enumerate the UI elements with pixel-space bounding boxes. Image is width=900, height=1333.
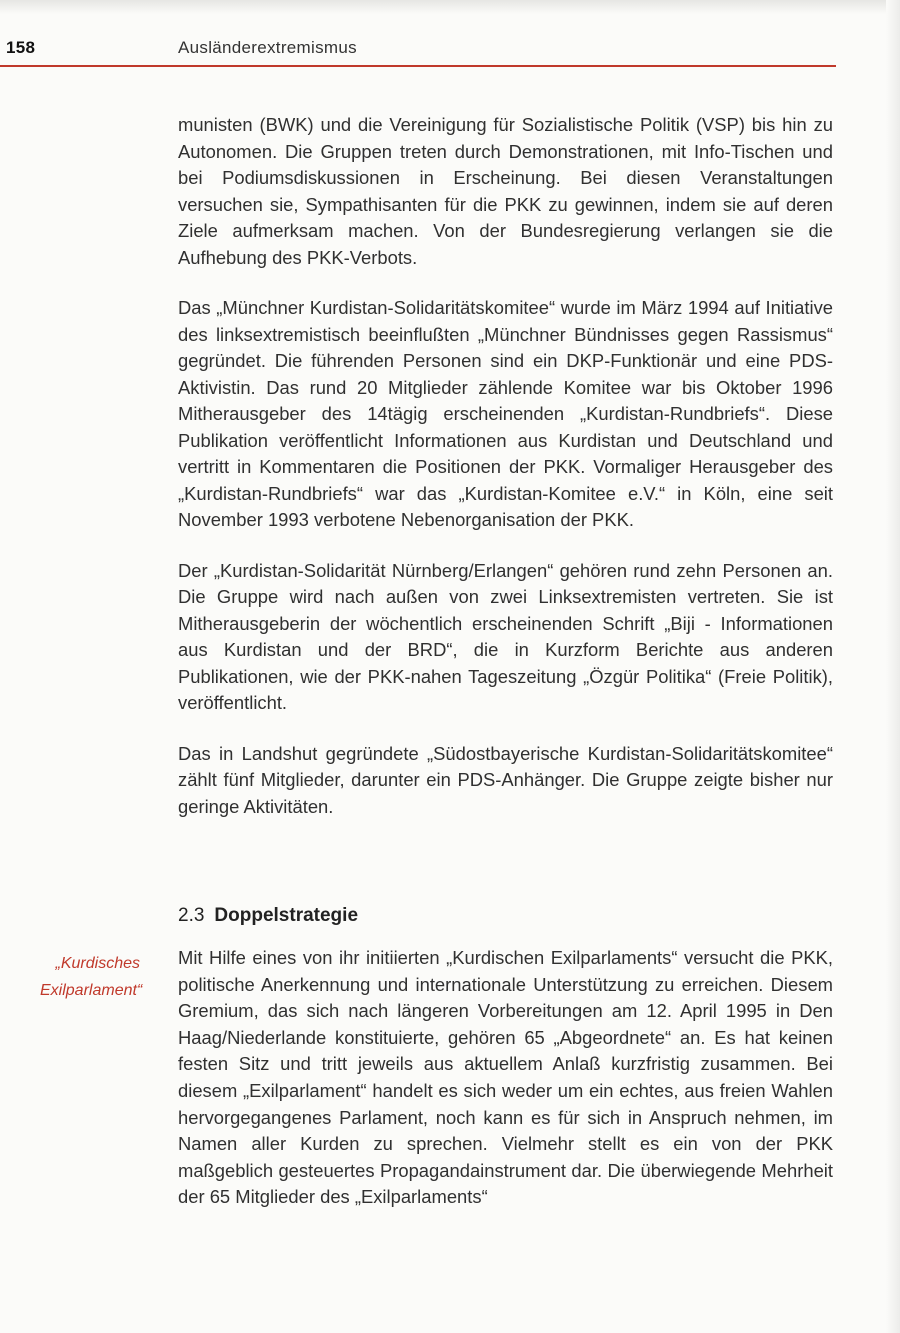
header-rule bbox=[0, 65, 836, 67]
paragraph: Mit Hilfe eines von ihr initiierten „Kurdischen Exilparlaments“ versucht die PKK, politische Anerkennung und internationale Unterstützung zu erreichen. Diesem Gremium, das sich nach längeren Vorbereitungen am 12. April 1995 in Den Haag/Niederlande konstituierte, gehören 65 „Abgeordnete“ an. Es hat keinen festen Sitz und tritt jeweils aus aktuellem Anlaß kurzfristig zusammen. Bei diesem „Exilparlament“ handelt es sich weder um ein echtes, aus freien Wahlen hervorgegangenes Parlament, noch kann es für sich in Anspruch nehmen, im Namen aller Kurden zu sprechen. Vielmehr stellt es ein von der PKK maßgeblich gesteuertes Propagandainstrument dar. Die überwiegende Mehrheit der 65 Mitglieder des „Exilparlaments“ bbox=[178, 947, 833, 1208]
paragraph: Der „Kurdistan-Solidarität Nürnberg/Erlangen“ gehören rund zehn Personen an. Die Gruppe wird nach außen von zwei Linksextremisten vertreten. Sie ist Mitherausgeberin der wöchentlich erscheinenden Schrift „Biji - Informationen aus Kurdistan und der BRD“, die in Kurzform Berichte aus anderen Publikationen, wie der PKK-nahen Tageszeitung „Özgür Politika“ (Freie Politik), veröffentlicht. bbox=[178, 559, 833, 713]
margin-note-line: Exilparlament“ bbox=[40, 982, 143, 999]
page-right-shadow bbox=[886, 0, 900, 1333]
section-number: 2.3 bbox=[178, 905, 205, 926]
body-text bbox=[178, 112, 833, 844]
section-body bbox=[178, 945, 833, 1211]
section-title: Doppelstrategie bbox=[214, 905, 359, 926]
page-top-shadow bbox=[0, 0, 900, 14]
page-number: 158 bbox=[6, 38, 36, 57]
section-heading bbox=[178, 905, 358, 927]
paragraph: Das „Münchner Kurdistan-Solidaritätskomitee“ wurde im März 1994 auf Initiative des linksextremistisch beeinflußten „Münchner Bündnisses gegen Rassismus“ gegründet. Die führenden Personen sind ein DKP-Funktionär und eine PDS-Aktivistin. Das rund 20 Mitglieder zählende Komitee war bis Oktober 1996 Mitherausgeber des 14tägig erscheinenden „Kurdistan-Rundbriefs“. Diese Publikation veröffentlicht Informationen aus Kurdistan und Deutschland und vertritt in Kommentaren die Positionen der PKK. Vormaliger Herausgeber des „Kurdistan-Rundbriefs“ war das „Kurdistan-Komitee e.V.“ in Köln, eine seit November 1993 verbotene Nebenorganisation der PKK. bbox=[178, 297, 833, 530]
paragraph: munisten (BWK) und die Vereinigung für Sozialistische Politik (VSP) bis hin zu Autonomen. Die Gruppen treten durch Demonstrationen, mit Info-Tischen und bei Podiumsdiskussionen in Erscheinung. Bei diesen Veranstaltungen versuchen sie, Sympathisanten für die PKK zu gewinnen, indem sie auf deren Ziele aufmerksam machen. Von der Bundesregierung verlangen sie die Aufhebung des PKK-Verbots. bbox=[178, 114, 833, 268]
paragraph: Das in Landshut gegründete „Südostbayerische Kurdistan-Solidaritätskomitee“ zählt fünf Mitglieder, darunter ein PDS-Anhänger. Die Gruppe zeigte bisher nur geringe Aktivitäten. bbox=[178, 742, 833, 817]
margin-note bbox=[40, 950, 143, 1004]
running-head: Ausländerextremismus bbox=[178, 38, 357, 57]
margin-note-line: „Kurdisches bbox=[55, 955, 140, 972]
